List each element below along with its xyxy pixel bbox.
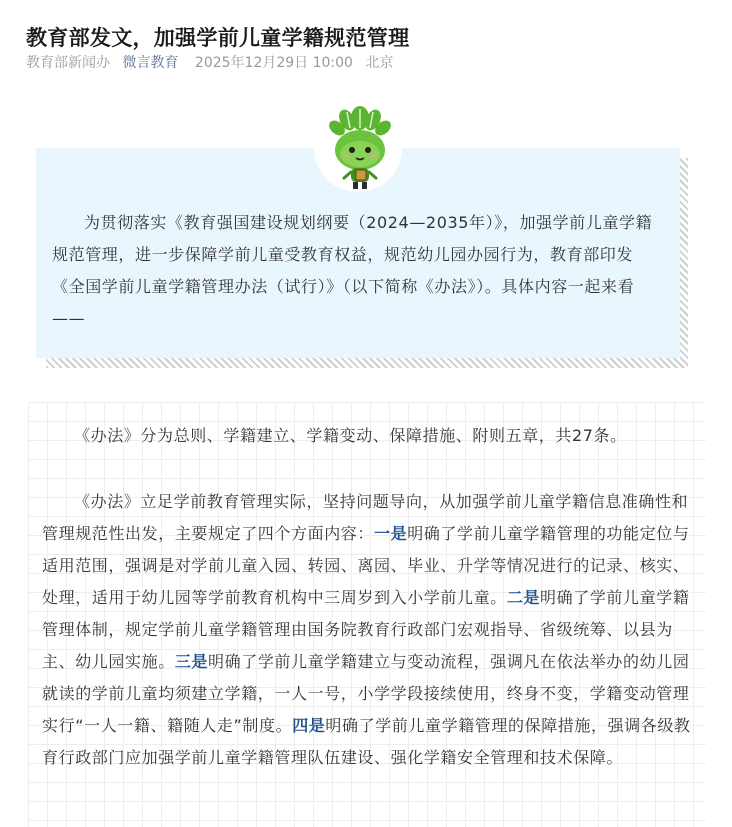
article-title: 教育部发文，加强学前儿童学籍规范管理	[26, 26, 410, 51]
highlight-keyword: 一是	[374, 524, 408, 543]
article-meta	[26, 52, 401, 72]
intro-paragraph: 为贯彻落实《教育强国建设规划纲要（2024—2035年）》，加强学前儿童学籍规范管理，进一步保障学前儿童受教育权益，规范幼儿园办园行为，教育部印发《全国学前儿童学籍管理办法（试行）》（以下简称《办法》）。具体内容一起来看——	[52, 213, 653, 328]
publish-location: 北京	[365, 55, 394, 71]
account-link[interactable]: 微言教育	[122, 55, 179, 71]
author-name: 教育部新闻办	[26, 55, 110, 71]
highlight-keyword: 二是	[506, 588, 541, 607]
paragraph-text: 明确了学前儿童学籍建立与变动流程，强调凡在依法举办的幼儿园就读的学前儿童均须建立学籍，一人一号，小学学段接续使用，终身不变，学籍变动管理实行“一人一籍、籍随人走”制度。	[42, 652, 690, 735]
paragraph-text: 明确了学前儿童学籍管理的保障措施，强调各级教育行政部门应加强学前儿童学籍管理队伍建设、强化学籍安全管理和技术保障。	[42, 716, 691, 767]
body-paragraph-1: 《办法》分为总则、学籍建立、学籍变动、保障措施、附则五章，共27条。	[74, 426, 627, 445]
highlight-keyword: 三是	[174, 652, 209, 671]
body-paragraph-2	[42, 486, 694, 774]
paragraph-text: 《办法》立足学前教育管理实际，坚持问题导向，从加强学前儿童学籍信息准确性和管理规范性出发，主要规定了四个方面内容：	[42, 492, 689, 543]
highlight-keyword: 四是	[292, 716, 326, 735]
paragraph-text: 明确了学前儿童学籍管理的功能定位与适用范围，强调是对学前儿童入园、转园、离园、毕业、升学等情况进行的记录、核实、处理，适用于幼儿园等学前教育机构中三周岁到入小学前儿童。	[42, 524, 690, 607]
publish-date: 2025年12月29日 10:00	[194, 55, 353, 71]
green-mascot-icon	[320, 104, 400, 194]
paragraph-text: 明确了学前儿童学籍管理体制，规定学前儿童学籍管理由国务院教育行政部门宏观指导、省级统筹、以县为主、幼儿园实施。	[42, 588, 690, 671]
